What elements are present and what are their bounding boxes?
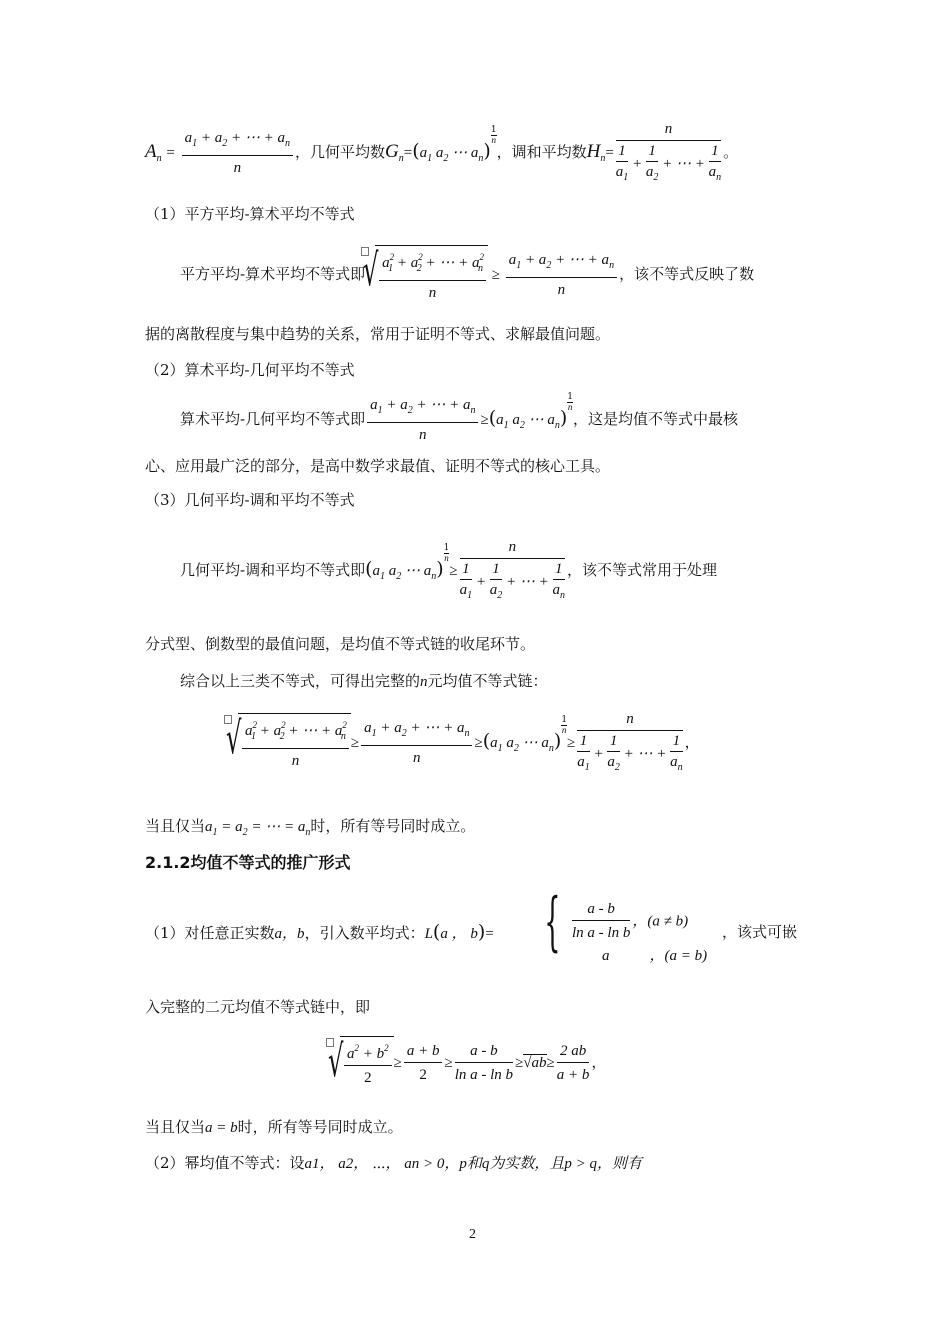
log-mean-case-1: $\frac{a - b}{\text{ln a - ln b}}$ ，(a ≠ b): [570, 898, 688, 945]
A-symbol: A: [145, 141, 157, 162]
harmonic-mean-fraction: n $\frac{1}{a_1}$ + $\frac{1}{a_2}$ + ⋯ + $\frac{1}{a_n}$: [616, 118, 721, 188]
root-sign-icon: √ $\frac{a^2_1 + a^2_2 + \cdots + a^2_n}{n}$: [228, 713, 351, 773]
log-mean-tail: ，该式可嵌: [722, 923, 798, 941]
means-definition-line: $A_n$ = $\frac{a_1 + a_2 + \cdots + a_n}{n}$ ，几何平均数$G_n=(a_1$ $a_2$ ⋯ $a_n$) $\frac{1}{n}$ ，调和平均数$H_n=$ n $\frac{1}{a_1}$ + $\frac{1}{a_2}$ + ⋯ + $\frac{1}{a_n}$ 。: [145, 118, 738, 188]
harmonic-mean-label: ，调和平均数: [496, 143, 587, 161]
log-mean-definition-line: （1）对任意正实数a，b，引入数平均式：L(a ， b)=: [145, 921, 494, 943]
binary-equality-condition: 当且仅当a = b时，所有等号同时成立。: [145, 1118, 403, 1136]
section-1-title: （1）平方平均-算术平均不等式: [145, 205, 355, 223]
section-2-title: （2）算术平均-几何平均不等式: [145, 361, 355, 379]
section-3-formula-line: 几何平均-调和平均不等式即($a_1$ $a_2$ ⋯ $a_n$) $\frac{1}{n}$ ≥ n $\frac{1}{a_1}$ + $\frac{1}{a_2}$ + ⋯ + $\frac{1}{a_n}$ ，该不等式常用于处理: [180, 536, 717, 606]
page-number: 2: [469, 1227, 476, 1242]
power-mean-intro: （2）幂均值不等式：设a1， a2， ⋯， an > 0，p和q为实数，且p > q，则有: [145, 1154, 643, 1172]
binary-mean-chain: √ $\frac{a^2 + b^2}{2}$ ≥ $\frac{a + b}{2}$ ≥ $\frac{a - b}{\text{ln a - ln b}}$ ≥√ab≥ $\frac{2 ab}{a + b}$ ，: [330, 1036, 606, 1090]
chain-equality-condition: 当且仅当$a_1 = a_2$ = ⋯ = $a_n$时，所有等号同时成立。: [145, 817, 476, 838]
arithmetic-mean-fraction: $\frac{a_1 + a_2 + \cdots + a_n}{n}$: [182, 127, 293, 180]
log-mean-continuation: 入完整的二元均值不等式链中，即: [145, 998, 371, 1016]
section-2-formula-line: 算术平均-几何平均不等式即 $\frac{a_1 + a_2 + \cdots + a_n}{n}$ $\ge(a_1$ $a_2$ ⋯ $a_n$) $\frac{1}{n}$ ，这是均值不等式中最核: [180, 392, 739, 443]
log-mean-case-2: a ，(a = b): [602, 948, 708, 964]
section-3-continuation: 分式型、倒数型的最值问题，是均值不等式链的收尾环节。: [145, 635, 536, 653]
root-sign-icon: √ $\frac{a^2_1 + a^2_2 + \cdots + a^2_n}{n}$: [365, 245, 488, 305]
section-heading: 2.1.2均值不等式的推广形式: [145, 853, 351, 872]
section-1-formula-line: 平方平均-算术平均不等式即 √ $\frac{a^2_1 + a^2_2 + \cdots + a^2_n}{n}$ ≥ $\frac{a_1 + a_2 + \cdots + a_n}{n}$ ，该不等式反映了数: [180, 245, 754, 305]
section-3-title: （3）几何平均-调和平均不等式: [145, 491, 355, 509]
section-2-continuation: 心、应用最广泛的部分，是高中数学求最值、证明不等式的核心工具。: [145, 457, 611, 475]
full-inequality-chain: √ $\frac{a^2_1 + a^2_2 + \cdots + a^2_n}{n}$ ≥ $\frac{a_1 + a_2 + \cdots + a_n}{n}$ $\ge(a_1$ $a_2$ ⋯ $a_n$) $\frac{1}{n}$ ≥ n $\frac{1}{a_1}$ + $\frac{1}{a_2}$ + ⋯ + $\frac{1}{a_n}$ ，: [228, 708, 700, 778]
section-1-continuation: 据的离散程度与集中趋势的关系，常用于证明不等式、求解最值问题。: [145, 325, 611, 343]
left-brace-icon: {: [544, 885, 561, 959]
geometric-mean-label: ，几何平均数: [295, 143, 386, 161]
root-sign-icon: √ $\frac{a^2 + b^2}{2}$: [330, 1036, 394, 1090]
chain-intro: 综合以上三类不等式，可得出完整的n元均值不等式链：: [180, 672, 548, 690]
